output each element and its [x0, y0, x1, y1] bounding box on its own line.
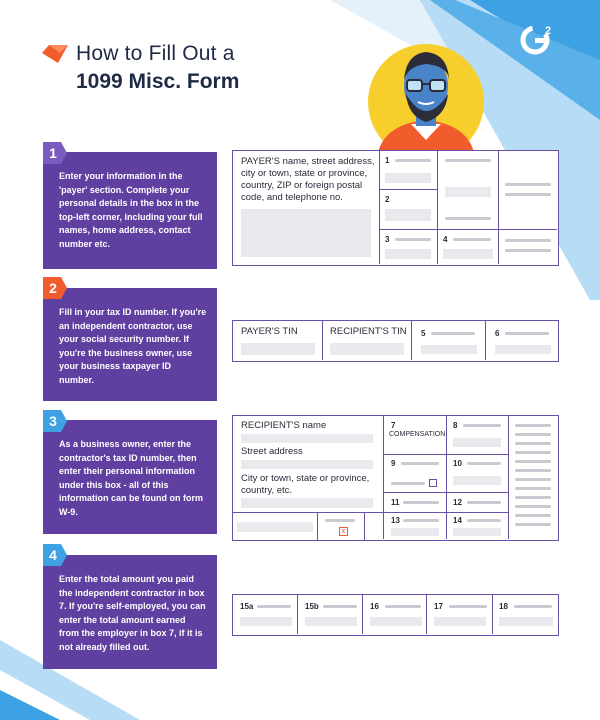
form3-side-bar8: [515, 487, 551, 490]
box-17-bar: [449, 605, 487, 608]
form3-divider-v1: [383, 416, 384, 539]
box-16-input[interactable]: [370, 617, 422, 626]
form2-divider-v2: [411, 321, 412, 360]
box-4-input[interactable]: [443, 249, 493, 259]
box-9-bar2: [391, 482, 425, 485]
box-12-bar: [467, 501, 501, 504]
page-title-line2: 1099 Misc. Form: [76, 70, 240, 93]
form4-divider-v3: [426, 595, 427, 634]
form3-divider-h1: [383, 454, 508, 455]
form1-divider-h1: [379, 189, 437, 190]
form1-divider-h2: [379, 229, 557, 230]
box-15a-bar: [257, 605, 291, 608]
form1-col3-bar3: [505, 239, 551, 242]
box-16-label: 16: [370, 602, 379, 611]
form-recipient-section: [232, 415, 559, 541]
payer-info-input[interactable]: [241, 209, 371, 257]
box-14-input[interactable]: [453, 528, 501, 536]
box-14-bar: [467, 519, 501, 522]
box-15a-label: 15a: [240, 602, 254, 611]
box-9-label: 9: [391, 459, 396, 468]
form4-divider-v1: [297, 595, 298, 634]
step-number-1: 1: [49, 145, 57, 161]
step-number-2: 2: [49, 280, 57, 296]
box-18-input[interactable]: [499, 617, 553, 626]
step-badge-4: [43, 544, 67, 566]
box-4-bar: [453, 238, 491, 241]
form3-side-bar7: [515, 478, 551, 481]
box-15b-bar: [323, 605, 357, 608]
box-5-input[interactable]: [421, 345, 477, 354]
recipient-tin-label: RECIPIENT'S TIN: [330, 326, 407, 337]
form2-divider-v3: [485, 321, 486, 360]
box-15b-label: 15b: [305, 602, 319, 611]
form3-side-bar1: [515, 424, 551, 427]
street-address-label: Street address: [241, 446, 303, 457]
box-9-bar: [401, 462, 439, 465]
form3-divider-h2: [383, 492, 508, 493]
step-panel-3: [43, 420, 217, 534]
payer-tin-label: PAYER'S TIN: [241, 326, 298, 337]
step-number-4: 4: [49, 547, 57, 563]
checkbox-bar: [325, 519, 355, 522]
compensation-label: COMPENSATION: [389, 431, 446, 438]
street-address-input[interactable]: [241, 460, 373, 469]
box-13-bar: [403, 519, 439, 522]
form3-side-bar6: [515, 469, 551, 472]
form1-col3-bar1: [505, 183, 551, 186]
form3-divider-v3: [508, 416, 509, 539]
box-17-input[interactable]: [434, 617, 486, 626]
box-15b-input[interactable]: [305, 617, 357, 626]
step-number-3: 3: [49, 413, 57, 429]
form2-divider-v1: [322, 321, 323, 360]
step-badge-2: [43, 277, 67, 299]
box-13-input[interactable]: [391, 528, 439, 536]
box-10-bar: [467, 462, 501, 465]
form3-side-bar3: [515, 442, 551, 445]
man-avatar-icon: [356, 32, 496, 152]
form3-side-bar4: [515, 451, 551, 454]
form4-divider-v2: [362, 595, 363, 634]
step-panel-2: [43, 288, 217, 401]
g2-logo-icon: [518, 20, 558, 60]
checkbox-mark: x: [341, 528, 346, 535]
box-8-input[interactable]: [453, 438, 501, 447]
box-10-label: 10: [453, 459, 462, 468]
box-3-bar: [395, 238, 431, 241]
box-13-label: 13: [391, 516, 400, 525]
form3-side-bar5: [515, 460, 551, 463]
logo-arrow-icon: [42, 45, 68, 63]
step-badge-3: [43, 410, 67, 432]
form1-col3-bar4: [505, 249, 551, 252]
box-3-label: 3: [385, 235, 390, 244]
title-block: [76, 42, 239, 94]
form3-side-bar10: [515, 505, 551, 508]
form3-divider-h3: [383, 512, 508, 513]
box-8-bar: [463, 424, 501, 427]
box-11-label: 11: [391, 498, 400, 507]
box-10-input[interactable]: [453, 476, 501, 485]
page-title-line1: How to Fill Out a: [76, 42, 235, 65]
payer-tin-input[interactable]: [241, 343, 315, 355]
city-input[interactable]: [241, 498, 373, 508]
form3-side-bar9: [515, 496, 551, 499]
form-state-section: [232, 594, 559, 636]
form1-col2-bar2: [445, 217, 491, 220]
box-16-bar: [385, 605, 421, 608]
box-7-label: 7: [391, 421, 396, 430]
form3-side-bar11: [515, 514, 551, 517]
box-6-label: 6: [495, 329, 500, 338]
form3-divider-v-bottom1: [317, 512, 318, 540]
form-tin-section: [232, 320, 559, 362]
form1-divider-v3: [498, 151, 499, 264]
box-17-label: 17: [434, 602, 443, 611]
box-8-label: 8: [453, 421, 458, 430]
form1-divider-v2: [437, 151, 438, 264]
box-1-label: 1: [385, 156, 390, 165]
box-9-checkbox[interactable]: [429, 479, 437, 487]
form-payer-section: [232, 150, 559, 266]
box-15a-input[interactable]: [240, 617, 292, 626]
step-text-2: Fill in your tax ID number. If you're an independent contractor, use your social security number. If you're the business owner, use your business taxpayer ID number.: [59, 307, 207, 385]
form1-col2-bar1: [445, 159, 491, 162]
step-text-3: As a business owner, enter the contractor's tax ID number, then enter their personal information under this box - all of this information can be found on form W-9.: [59, 439, 203, 517]
recipient-name-label: RECIPIENT'S name: [241, 420, 327, 431]
step-panel-4: [43, 555, 217, 669]
form3-side-bar2: [515, 433, 551, 436]
form3-divider-v2: [446, 416, 447, 539]
form4-divider-v4: [492, 595, 493, 634]
box-18-label: 18: [499, 602, 508, 611]
box-2-input[interactable]: [385, 209, 431, 221]
recipient-tin-input[interactable]: [330, 343, 404, 355]
account-number-input[interactable]: [237, 522, 313, 532]
form3-divider-h-bottom: [233, 512, 383, 513]
form3-side-bar12: [515, 523, 551, 526]
recipient-name-input[interactable]: [241, 434, 373, 443]
form1-col3-bar2: [505, 193, 551, 196]
box-1-bar: [395, 159, 431, 162]
city-label: City or town, state or province, country, etc.: [241, 473, 370, 496]
box-4-label: 4: [443, 235, 448, 244]
step-panel-1: [43, 152, 217, 269]
box-12-label: 12: [453, 498, 462, 507]
box-6-bar: [505, 332, 549, 335]
box-14-label: 14: [453, 516, 462, 525]
box-5-label: 5: [421, 329, 426, 338]
payer-info-label: PAYER'S name, street address, city or town, state or province, country, ZIP or foreign postal code, and telephone no.: [241, 156, 375, 203]
box-1-input[interactable]: [385, 173, 431, 183]
box-5-bar: [431, 332, 475, 335]
box-2-label: 2: [385, 195, 390, 204]
box-6-input[interactable]: [495, 345, 551, 354]
box-11-bar: [403, 501, 439, 504]
box-3-input[interactable]: [385, 249, 431, 259]
step-badge-1: [43, 142, 67, 164]
step-text-4: Enter the total amount you paid the independent contractor in box 7. If you're self-employed, you can enter the total amount earned from the employer in box 7, if it is not already filled out.: [59, 574, 206, 652]
form1-col2-input[interactable]: [445, 187, 491, 197]
step-text-1: Enter your information in the 'payer' section. Complete your personal details in the box in the top-left corner, including your full names, home address, contact number etc.: [59, 171, 203, 249]
svg-text:2: 2: [545, 25, 552, 37]
checkbox-icon[interactable]: [339, 527, 348, 536]
box-18-bar: [514, 605, 552, 608]
form1-divider-v1: [379, 151, 380, 264]
form3-divider-v-bottom2: [364, 512, 365, 540]
